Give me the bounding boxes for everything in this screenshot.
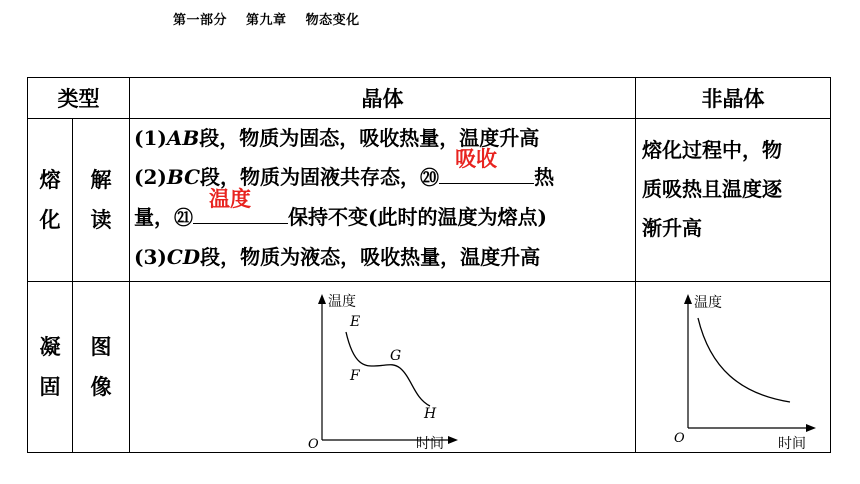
label-melting-text: 熔化: [39, 168, 61, 232]
noncrystal-graph: [636, 282, 830, 452]
crystal-line-3: [134, 187, 631, 238]
header-topic: 物态变化: [305, 13, 360, 28]
line2-text: 段，物质为固液共存态，: [200, 165, 421, 189]
noncrystal-line-3: 渐升高: [642, 216, 702, 240]
crystal-y-arrow: [318, 294, 326, 304]
noncrystal-line-1: 熔化过程中，物: [642, 138, 782, 162]
noncrystal-x-arrow: [806, 424, 816, 432]
segment-ab: AB: [166, 126, 200, 150]
noncrystal-line-2: 质吸热且温度逐: [642, 177, 782, 201]
line2-tail: 热: [534, 165, 555, 189]
crystal-xlabel: 时间: [416, 436, 444, 452]
crystal-description: [130, 119, 636, 282]
blank-21-marker: ㉑: [174, 207, 194, 229]
noncrystal-origin: O: [674, 431, 685, 446]
point-f: F: [350, 368, 360, 384]
header-crystal: 晶体: [130, 78, 636, 119]
answer-absorb: 吸收: [455, 147, 498, 171]
noncrystal-curve: [698, 318, 790, 402]
answer-temperature: 温度: [209, 187, 252, 211]
label-solidify-text: 凝固: [39, 335, 61, 399]
line4-number: (3): [134, 245, 167, 269]
noncrystal-ylabel: 温度: [694, 295, 722, 311]
segment-cd: CD: [166, 245, 201, 269]
header-chapter: 第九章: [246, 13, 287, 28]
label-interpret-text: 解读: [90, 168, 112, 232]
label-melting: [28, 119, 73, 282]
line1-text: 段，物质为固态，吸收热量，温度升高: [199, 126, 540, 150]
line4-text: 段，物质为液态，吸收热量，温度升高: [200, 245, 541, 269]
point-g: G: [390, 348, 402, 364]
label-solidify: [28, 282, 73, 453]
noncrystal-description: [636, 119, 831, 282]
line3-head: 量，: [134, 205, 174, 229]
label-interpret: [73, 119, 130, 282]
noncrystal-xlabel: 时间: [778, 436, 806, 452]
blank-20[interactable]: [439, 147, 534, 184]
crystal-line-4: [134, 238, 631, 277]
line2-number: (2): [134, 165, 167, 189]
crystal-x-arrow: [448, 436, 458, 444]
header-part: 第一部分: [173, 13, 228, 28]
line3-text: 保持不变(此时的温度为熔点): [288, 205, 547, 229]
blank-21[interactable]: [193, 187, 288, 224]
crystal-line-1: [134, 119, 631, 158]
point-e: E: [350, 314, 361, 330]
label-graph-text: 图像: [90, 335, 112, 399]
point-h: H: [424, 406, 437, 422]
header-type: 类型: [28, 78, 130, 119]
header-noncrystal: 非晶体: [636, 78, 831, 119]
noncrystal-y-arrow: [684, 294, 692, 304]
crystal-graph-cell: [130, 282, 636, 453]
crystal-ylabel: 温度: [328, 294, 356, 310]
line1-number: (1): [134, 126, 167, 150]
segment-bc: BC: [166, 165, 201, 189]
crystal-origin: O: [308, 437, 319, 452]
blank-20-marker: ⑳: [420, 167, 440, 189]
page-header: [173, 9, 374, 28]
comparison-table: [27, 77, 831, 453]
label-graph: [73, 282, 130, 453]
noncrystal-graph-cell: [636, 282, 831, 453]
crystal-graph: [130, 282, 635, 452]
